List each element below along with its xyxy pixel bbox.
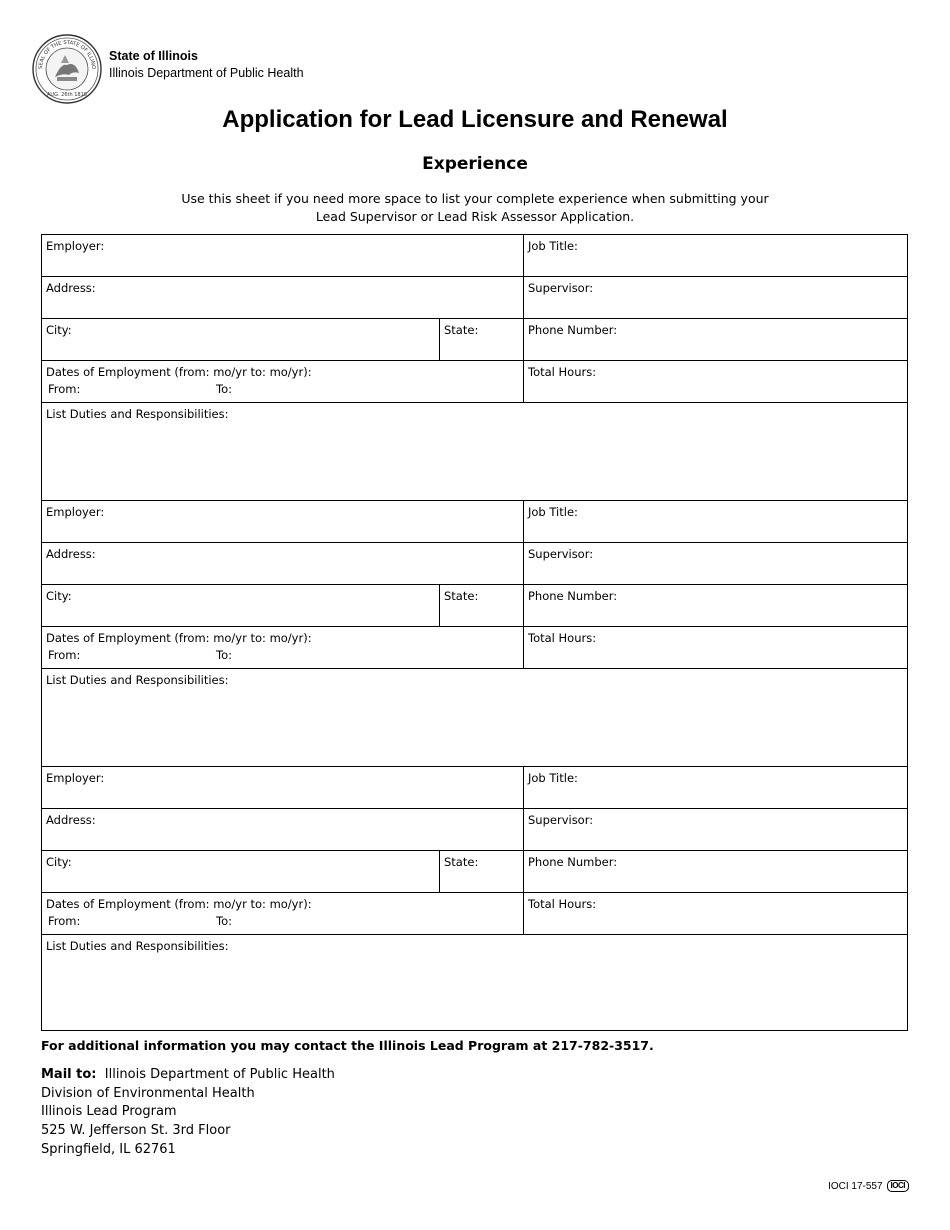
state-label: State: (444, 589, 479, 603)
job-title-label: Job Title: (528, 505, 578, 519)
city-label: City: (46, 589, 72, 603)
state-label: State: (444, 855, 479, 869)
mail-line-5: Springfield, IL 62761 (41, 1141, 176, 1157)
total-hours-label: Total Hours: (528, 631, 597, 645)
total-hours-field[interactable] (524, 893, 907, 935)
instructions (150, 190, 800, 226)
from-to-row (46, 381, 519, 398)
employer-field[interactable] (42, 501, 524, 543)
section-title: Experience (422, 154, 528, 174)
page-title: Application for Lead Licensure and Renewal (222, 106, 728, 133)
seal-text: SEAL OF THE STATE OF ILLINO (37, 39, 97, 70)
duties-field[interactable] (42, 669, 907, 767)
agency-block (109, 48, 304, 82)
mailing-address (41, 1066, 335, 1160)
address-label: Address: (46, 813, 96, 827)
total-hours-label: Total Hours: (528, 365, 597, 379)
mail-line-1 (41, 1066, 335, 1085)
supervisor-label: Supervisor: (528, 813, 594, 827)
form-number (828, 1180, 909, 1192)
supervisor-field[interactable] (524, 543, 907, 585)
phone-number-label: Phone Number: (528, 323, 618, 337)
employer-field[interactable] (42, 767, 524, 809)
total-hours-label: Total Hours: (528, 897, 597, 911)
duties-label: List Duties and Responsibilities: (46, 939, 229, 953)
seal-date: AUG. 26th 1818 (47, 92, 87, 98)
mail-line-text: Illinois Department of Public Health (104, 1067, 335, 1082)
mail-to-label: Mail to: (41, 1067, 97, 1082)
dates-of-employment-field[interactable] (42, 361, 524, 403)
employer-field[interactable] (42, 235, 524, 277)
supervisor-label: Supervisor: (528, 281, 594, 295)
supervisor-label: Supervisor: (528, 547, 594, 561)
form-number-text: IOCI 17-557 (828, 1180, 883, 1192)
state-name: State of Illinois (109, 49, 198, 63)
city-field[interactable] (42, 585, 440, 627)
dates-of-employment-field[interactable] (42, 627, 524, 669)
dates-label: Dates of Employment (from: mo/yr to: mo/yr): (46, 631, 312, 645)
phone-number-field[interactable] (524, 585, 907, 627)
address-label: Address: (46, 281, 96, 295)
instructions-line-1: Use this sheet if you need more space to list your complete experience when submitting your (181, 191, 769, 206)
job-title-field[interactable] (524, 235, 907, 277)
mail-line-2: Division of Environmental Health (41, 1085, 255, 1101)
duties-field[interactable] (42, 935, 907, 1030)
state-label: State: (444, 323, 479, 337)
employer-label: Employer: (46, 239, 105, 253)
phone-number-label: Phone Number: (528, 855, 618, 869)
department-name: Illinois Department of Public Health (109, 66, 304, 80)
total-hours-field[interactable] (524, 627, 907, 669)
experience-form (41, 234, 908, 1031)
state-field[interactable] (440, 851, 524, 893)
mail-line-3: Illinois Lead Program (41, 1104, 177, 1120)
dates-label: Dates of Employment (from: mo/yr to: mo/yr): (46, 897, 312, 911)
phone-number-field[interactable] (524, 851, 907, 893)
illinois-state-seal (31, 33, 103, 105)
instructions-line-2: Lead Supervisor or Lead Risk Assessor Application. (315, 209, 635, 224)
job-title-label: Job Title: (528, 771, 578, 785)
union-bug-icon: IOCI (887, 1180, 909, 1192)
total-hours-field[interactable] (524, 361, 907, 403)
phone-number-label: Phone Number: (528, 589, 618, 603)
employer-label: Employer: (46, 505, 105, 519)
address-field[interactable] (42, 277, 524, 319)
from-label: From: (48, 914, 81, 928)
city-field[interactable] (42, 319, 440, 361)
from-label: From: (48, 648, 81, 662)
phone-number-field[interactable] (524, 319, 907, 361)
city-label: City: (46, 323, 72, 337)
address-label: Address: (46, 547, 96, 561)
state-field[interactable] (440, 319, 524, 361)
duties-label: List Duties and Responsibilities: (46, 673, 229, 687)
contact-info: For additional information you may contact the Illinois Lead Program at 217-782-3517. (41, 1038, 654, 1053)
to-label: To: (216, 914, 232, 928)
duties-field[interactable] (42, 403, 907, 501)
state-field[interactable] (440, 585, 524, 627)
supervisor-field[interactable] (524, 277, 907, 319)
city-field[interactable] (42, 851, 440, 893)
employer-label: Employer: (46, 771, 105, 785)
supervisor-field[interactable] (524, 809, 907, 851)
mail-line-4: 525 W. Jefferson St. 3rd Floor (41, 1123, 231, 1139)
job-title-field[interactable] (524, 501, 907, 543)
from-to-row (46, 647, 519, 664)
dates-label: Dates of Employment (from: mo/yr to: mo/yr): (46, 365, 312, 379)
from-label: From: (48, 382, 81, 396)
duties-label: List Duties and Responsibilities: (46, 407, 229, 421)
address-field[interactable] (42, 543, 524, 585)
city-label: City: (46, 855, 72, 869)
address-field[interactable] (42, 809, 524, 851)
to-label: To: (216, 648, 232, 662)
dates-of-employment-field[interactable] (42, 893, 524, 935)
job-title-field[interactable] (524, 767, 907, 809)
to-label: To: (216, 382, 232, 396)
job-title-label: Job Title: (528, 239, 578, 253)
from-to-row (46, 913, 519, 930)
